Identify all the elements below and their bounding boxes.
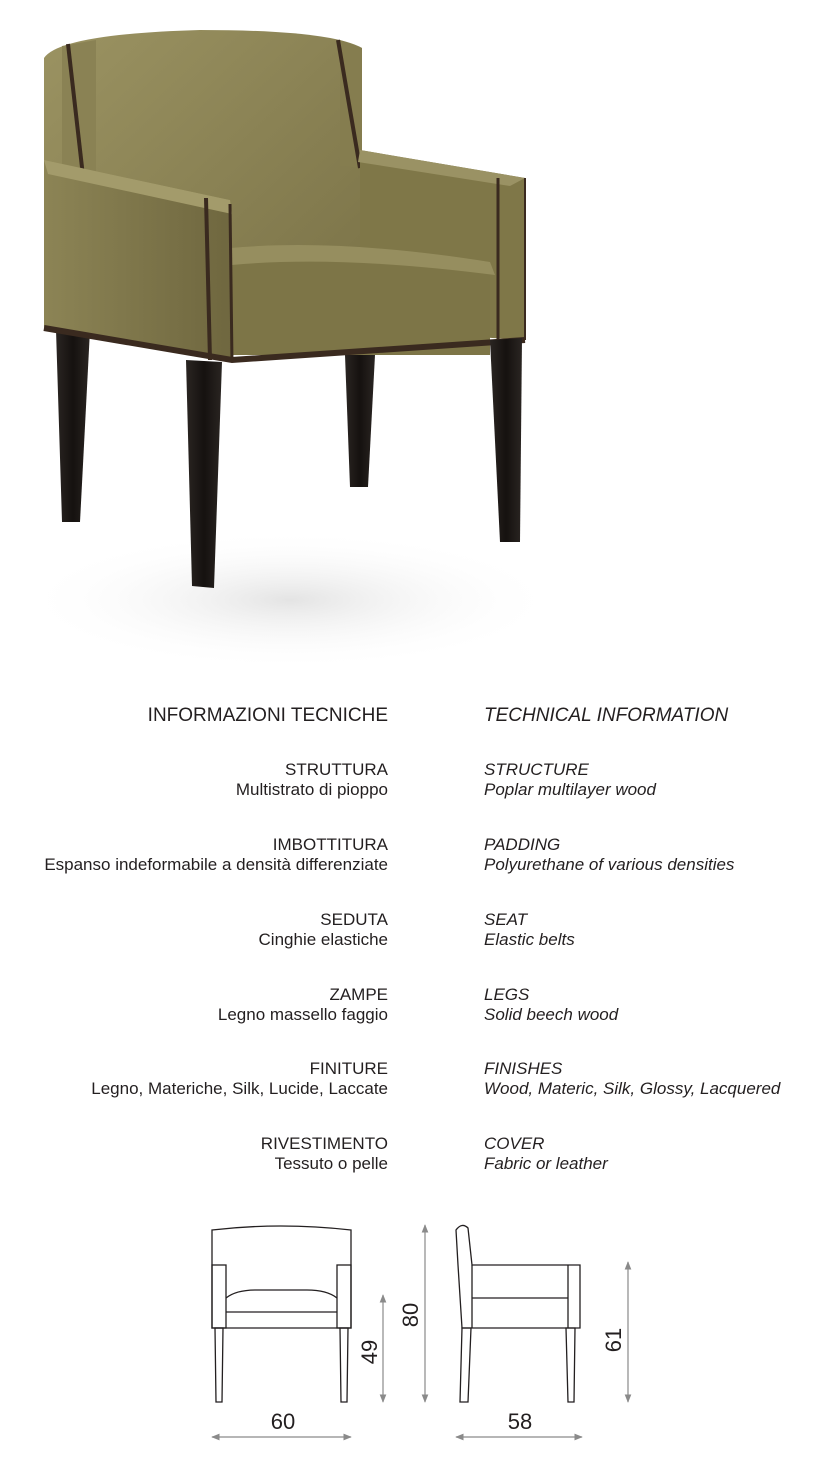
side-view-drawing xyxy=(456,1225,580,1402)
spec-label: SEAT xyxy=(484,910,528,929)
spec-finishes-en xyxy=(484,1059,780,1099)
spec-label: STRUTTURA xyxy=(285,760,388,779)
spec-label: FINISHES xyxy=(484,1059,563,1078)
spec-structure-en xyxy=(484,760,656,800)
spec-value: Legno massello faggio xyxy=(217,1005,388,1024)
spec-value: Espanso indeformabile a densità differenziate xyxy=(44,855,388,874)
spec-legs-it xyxy=(218,985,388,1025)
spec-value: Wood, Materic, Silk, Glossy, Lacquered xyxy=(484,1079,781,1098)
spec-value: Legno, Materiche, Silk, Lucide, Laccate xyxy=(91,1079,388,1098)
arm-height-label: 61 xyxy=(601,1327,626,1353)
total-height-label: 80 xyxy=(398,1302,423,1328)
spec-value: Poplar multilayer wood xyxy=(484,780,656,799)
spec-legs-en xyxy=(484,985,618,1025)
spec-label: SEDUTA xyxy=(320,910,388,929)
spec-value: Multistrato di pioppo xyxy=(235,780,388,799)
spec-label: LEGS xyxy=(484,985,530,1004)
spec-finishes-it xyxy=(91,1059,388,1099)
spec-cover-it xyxy=(261,1134,388,1174)
spec-label: ZAMPE xyxy=(329,985,388,1004)
technical-info-heading-en: TECHNICAL INFORMATION xyxy=(484,705,729,726)
spec-padding-en xyxy=(484,835,734,875)
spec-seat-it xyxy=(259,910,388,950)
spec-padding-it xyxy=(44,835,388,875)
dimension-drawings xyxy=(0,1210,825,1459)
spec-label: PADDING xyxy=(484,835,561,854)
spec-structure-it xyxy=(236,760,388,800)
front-view-drawing xyxy=(212,1226,351,1402)
spec-seat-en xyxy=(484,910,575,950)
spec-value: Tessuto o pelle xyxy=(274,1154,388,1173)
spec-value: Polyurethane of various densities xyxy=(484,855,735,874)
spec-label: IMBOTTITURA xyxy=(272,835,388,854)
spec-label: COVER xyxy=(484,1134,545,1153)
spec-value: Solid beech wood xyxy=(484,1005,619,1024)
spec-value: Fabric or leather xyxy=(484,1154,608,1173)
spec-label: FINITURE xyxy=(309,1059,388,1078)
front-width-label: 60 xyxy=(270,1409,296,1434)
spec-value: Elastic belts xyxy=(484,930,575,949)
seat-height-label: 49 xyxy=(357,1339,382,1365)
armchair-photo xyxy=(0,0,825,680)
spec-cover-en xyxy=(484,1134,608,1174)
spec-label: RIVESTIMENTO xyxy=(260,1134,388,1153)
spec-value: Cinghie elastiche xyxy=(258,930,388,949)
spec-label: STRUCTURE xyxy=(484,760,589,779)
depth-label: 58 xyxy=(507,1409,533,1434)
technical-info-heading-it: INFORMAZIONI TECNICHE xyxy=(147,705,388,726)
